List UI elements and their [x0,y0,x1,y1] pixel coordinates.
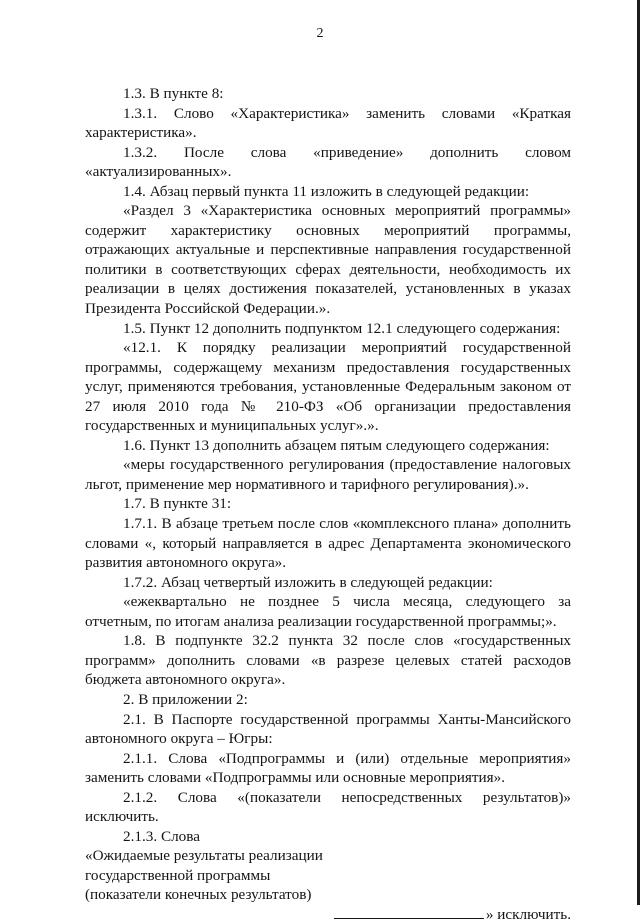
quoted-block: «Ожидаемые результаты реализации государственной программы (показатели конечных результатов) [85,847,323,904]
document-body [85,84,571,924]
paragraph: 1.3.2. После слова «приведение» дополнить словом «актуализированных». [85,143,571,181]
quoted-table-cell [85,846,571,924]
page-number: 2 [316,26,324,41]
paragraph: 2.1.2. Слова «(показатели непосредственных результатов)» исключить. [85,788,571,826]
paragraph: 1.8. В подпункте 32.2 пункта 32 после слов «государственных программ» дополнить словами «в разрезе целевых статей расходов бюджета автономного округа». [85,632,571,689]
paragraph: 2.1.3. Слова [123,827,200,845]
paragraph: 2. В приложении 2: [123,690,248,708]
paragraph: 1.7.2. Абзац четвертый изложить в следующей редакции: [123,573,493,591]
paragraph: 2.1. В Паспорте государственной программы Ханты-Мансийского автономного округа – Югры: [85,710,571,748]
paragraph: «Раздел 3 «Характеристика основных мероприятий программы» содержит характеристику основных мероприятий программы, отражающих актуальные и перспективные направления государственной политики в соответствующих сферах деятельности, необходимость их реализации в целях достижения показателей, установленных в указах Президента Российской Федерации.». [85,202,571,318]
paragraph: 1.3.1. Слово «Характеристика» заменить словами «Краткая характеристика». [85,104,571,142]
paragraph: 1.3. В пункте 8: [123,85,224,102]
paragraph: «меры государственного регулирования (предоставление налоговых льгот, применение мер нормативного и тарифного регулирования).». [85,456,571,493]
paragraph: 1.7. В пункте 31: [123,495,232,513]
closing-text: » исключить. [485,905,571,923]
closing-line [334,905,571,924]
paragraph: 1.4. Абзац первый пункта 11 изложить в следующей редакции: [123,182,530,200]
paragraph: «ежеквартально не позднее 5 числа месяца, следующего за отчетным, по итогам анализа реализации государственной программы;». [85,593,571,630]
paragraph: 1.7.1. В абзаце третьем после слов «комплексного плана» дополнить словами «, который направляется в адрес Департамента экономического развития автономного округа». [85,515,571,572]
paragraph: «12.1. К порядку реализации мероприятий государственной программы, содержащему механизм предоставления государственных услуг, применяются требования, установленные Федеральным законом от 27 июля 2010 года № 210-ФЗ «Об организации предоставления государственных и муниципальных услуг».». [85,339,571,435]
underline-rule [334,905,484,919]
paragraph: 1.6. Пункт 13 дополнить абзацем пятым следующего содержания: [123,436,550,454]
paragraph: 1.5. Пункт 12 дополнить подпунктом 12.1 следующего содержания: [123,319,561,337]
paragraph: 2.1.1. Слова «Подпрограммы и (или) отдельные мероприятия» заменить словами «Подпрограммы или основные мероприятия». [85,749,571,787]
